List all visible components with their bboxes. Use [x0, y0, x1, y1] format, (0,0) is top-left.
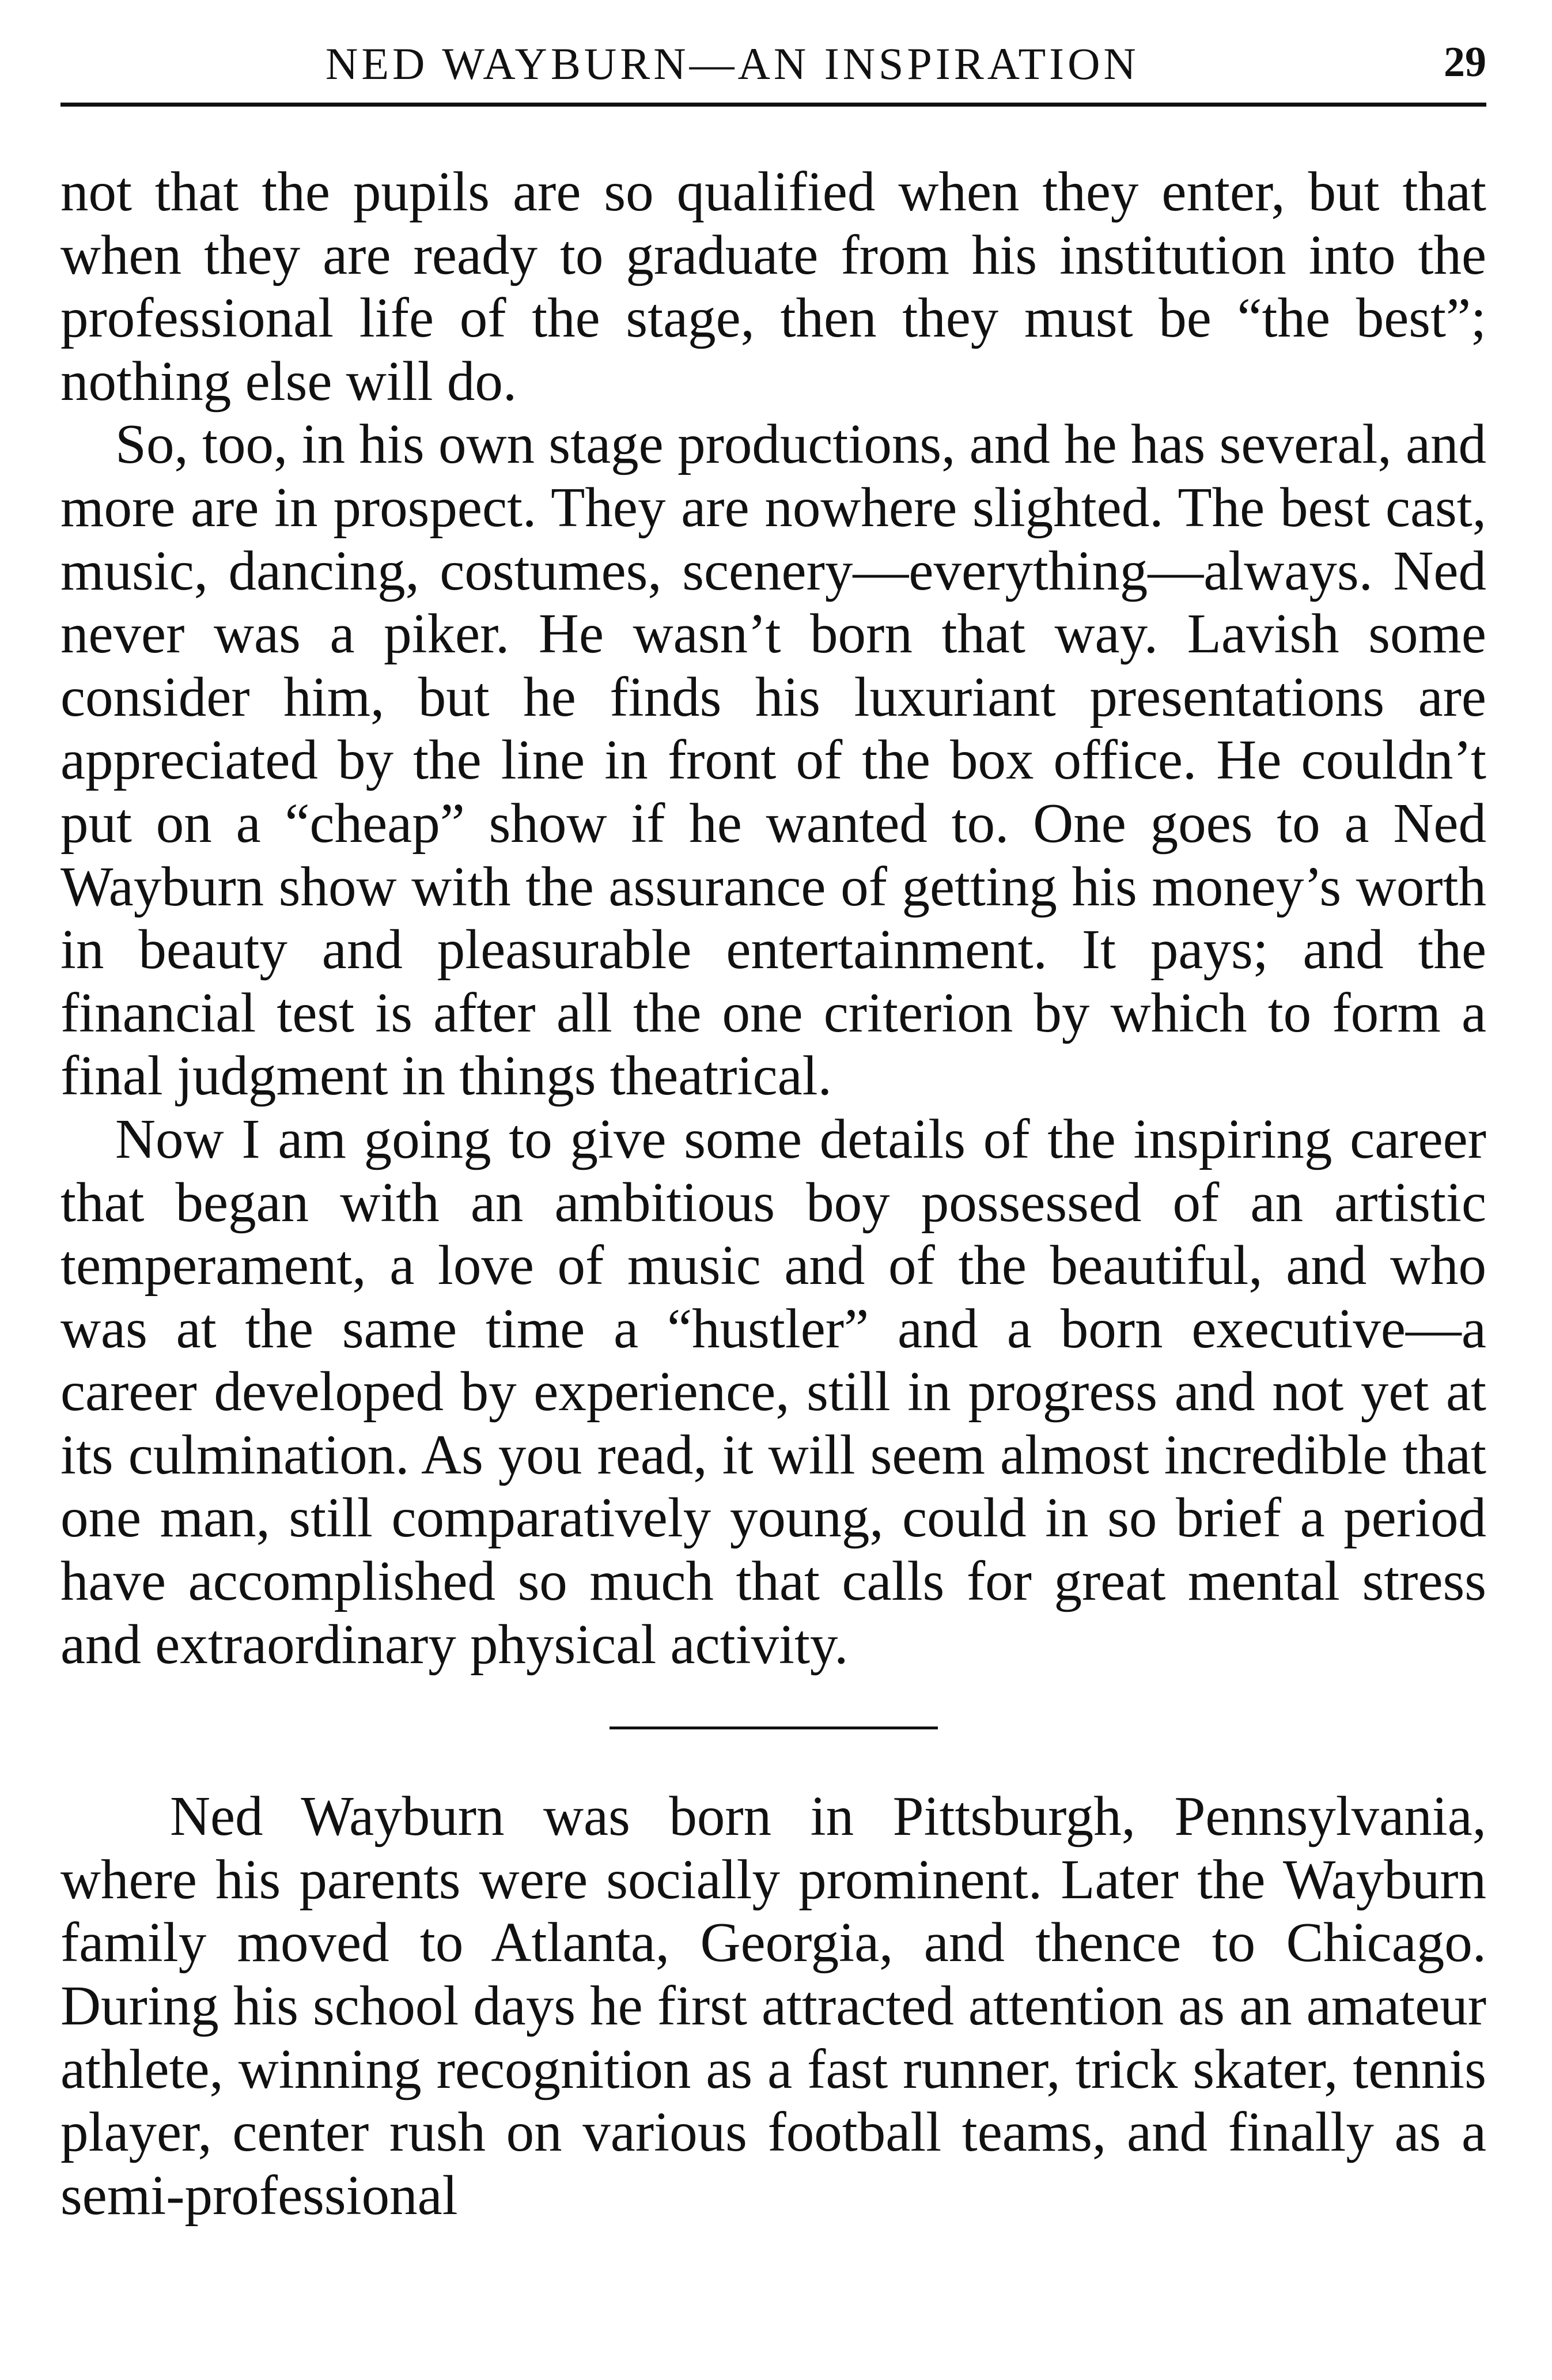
body-text	[60, 160, 1486, 2227]
page-number: 29	[1444, 39, 1486, 86]
paragraph-career-intro: Now I am going to give some details of the inspiring career that began with an ambitious boy possessed of an artistic temperament, a love of music and of the beautiful, and who was at the same time a “hustler” and a born executive—a career developed by experience, still in progress and not yet at its culmination. As you read, it will seem almost incredible that one man, still comparatively young, could in so brief a period have accomplished so much that calls for great mental stress and extraordinary physical activity.	[60, 1108, 1486, 1675]
running-title: NED WAYBURN—AN INSPIRATION	[325, 39, 1140, 89]
paragraph-biography: Ned Wayburn was born in Pittsburgh, Pennsylvania, where his parents were socially prominent. Later the Wayburn family moved to Atlanta, Georgia, and thence to Chicago. During his school days he first attracted attention as an amateur athlete, winning recognition as a fast runner, trick skater, tennis player, center rush on various football teams, and finally as a semi-professional	[60, 1785, 1486, 2226]
header-rule	[60, 103, 1486, 107]
paragraph-stage-productions: So, too, in his own stage productions, and he has several, and more are in prospect. They are nowhere slighted. The best cast, music, dancing, costumes, scenery—everything—always. Ned never was a piker. He wasn’t born that way. Lavish some consider him, but he finds his luxuriant presentations are appreciated by the line in front of the box office. He couldn’t put on a “cheap” show if he wanted to. One goes to a Ned Wayburn show with the assurance of getting his money’s worth in beauty and pleasurable entertainment. It pays; and the financial test is after all the one criterion by which to form a final judgment in things theatrical.	[60, 413, 1486, 1107]
running-header	[60, 35, 1486, 104]
section-divider	[610, 1727, 938, 1729]
paragraph-continuation: not that the pupils are so qualified when they enter, but that when they are ready to graduate from his institution into the professional life of the stage, then they must be “the best”; nothing else will do.	[60, 161, 1486, 412]
